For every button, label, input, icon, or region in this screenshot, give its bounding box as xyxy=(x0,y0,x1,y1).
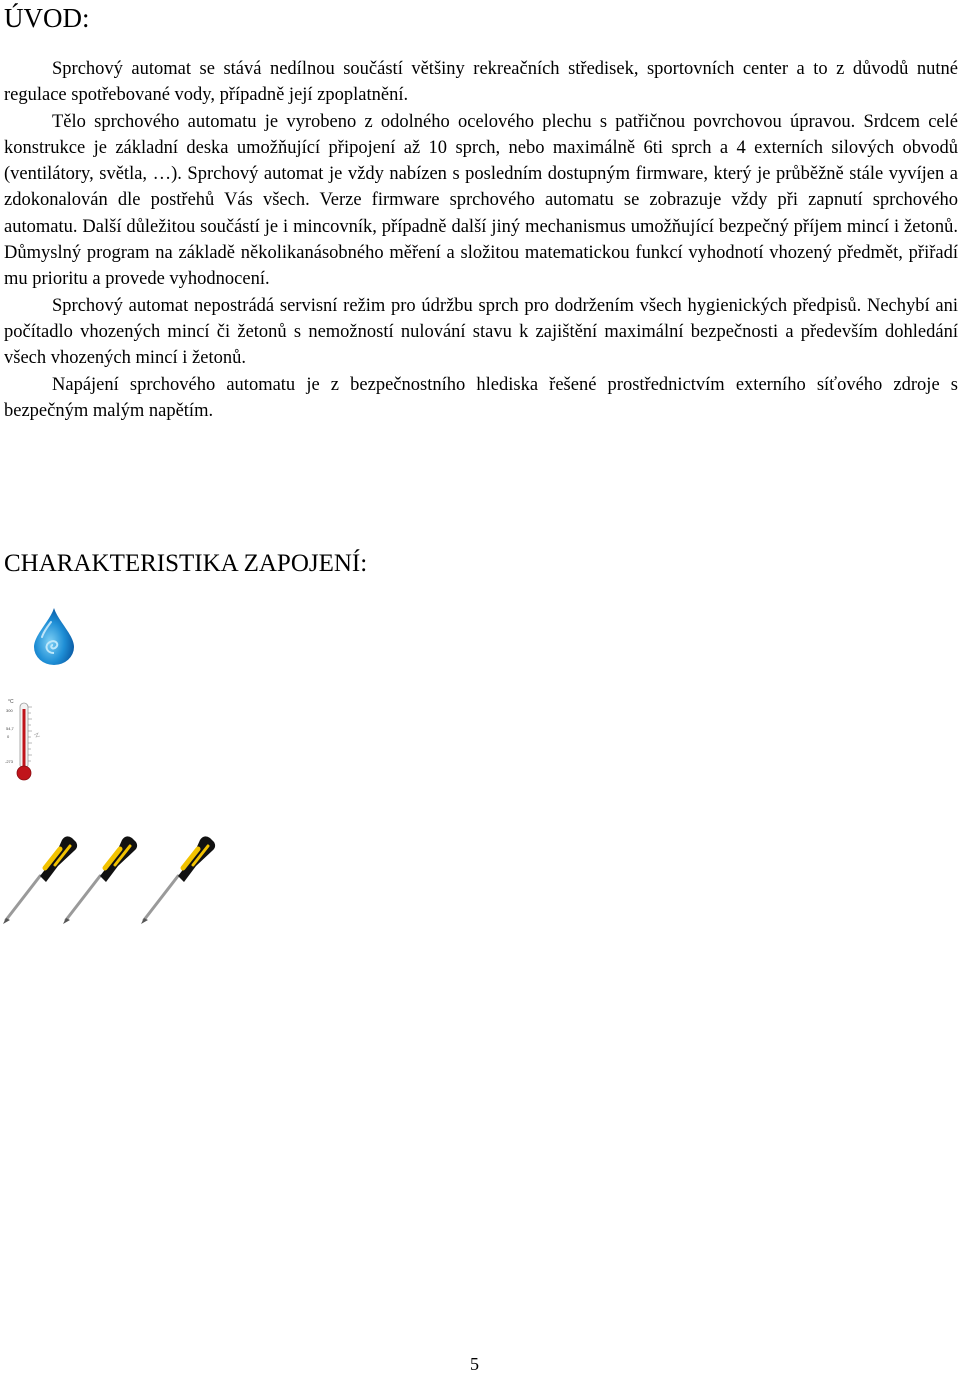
section-heading-characteristics: CHARAKTERISTIKA ZAPOJENÍ: xyxy=(4,550,368,577)
section-heading-intro: ÚVOD: xyxy=(4,3,90,33)
screwdriver-icon xyxy=(3,836,77,924)
paragraph: Sprchový automat nepostrádá servisní režim pro údržbu sprch pro dodržením všech hygienických předpisů. Nechybí ani počítadlo vhozených mincí či žetonů s nemožností nulování stavu k zajištění maximální bezpečnosti a především dohledání všech vhozených mincí i žetonů. xyxy=(4,295,958,369)
paragraph: Napájení sprchového automatu je z bezpečnostního hlediska řešené prostřednictvím externího síťového zdroje s bezpečným malým napětím. xyxy=(4,374,958,421)
paragraph: Tělo sprchového automatu je vyrobeno z odolného ocelového plechu s patřičnou povrchovou úpravou. Srdcem celé konstrukce je základní deska umožňující připojení až 10 sprch, nebo maximálně 6ti sprch a 4 externích silových obvodů (ventilátory, světla, …). Sprchový automat je vždy nabízen s posledním dostupným firmware, který je průběžně stále vyvíjen a zdokonalován dle postřehů Vás všech. Verze firmware sprchového automatu se zobrazuje vždy při zapnutí sprchového automatu. Další důležitou součástí je i mincovník, případně další jiný mechanismus umožňující bezpečný příjem mincí i žetonů. Důmyslný program na základě několikanásobného měření a složitou matematickou funkcí vyhodnotí vhozený předmět, přiřadí mu prioritu a provede vyhodnocení. xyxy=(4,111,958,290)
screwdriver-icon xyxy=(141,836,215,924)
page-number: 5 xyxy=(470,1354,479,1374)
paragraph: Sprchový automat se stává nedílnou součástí většiny rekreačních středisek, sportovních center a to z důvodů nutné regulace spotřebované vody, případně její zpoplatnění. xyxy=(4,59,958,106)
screwdriver-group xyxy=(0,832,222,926)
thermometer-label-300: 300 xyxy=(6,708,13,713)
thermometer-label-0: 0 xyxy=(7,734,10,739)
thermometer-icon xyxy=(4,695,50,783)
thermometer-label-unit: °C xyxy=(8,699,14,705)
water-drop-icon xyxy=(32,607,76,665)
thermometer-label-54: 54,7 xyxy=(6,726,14,731)
intro-text xyxy=(4,56,958,424)
thermometer-label-minus: -273 xyxy=(5,759,14,764)
